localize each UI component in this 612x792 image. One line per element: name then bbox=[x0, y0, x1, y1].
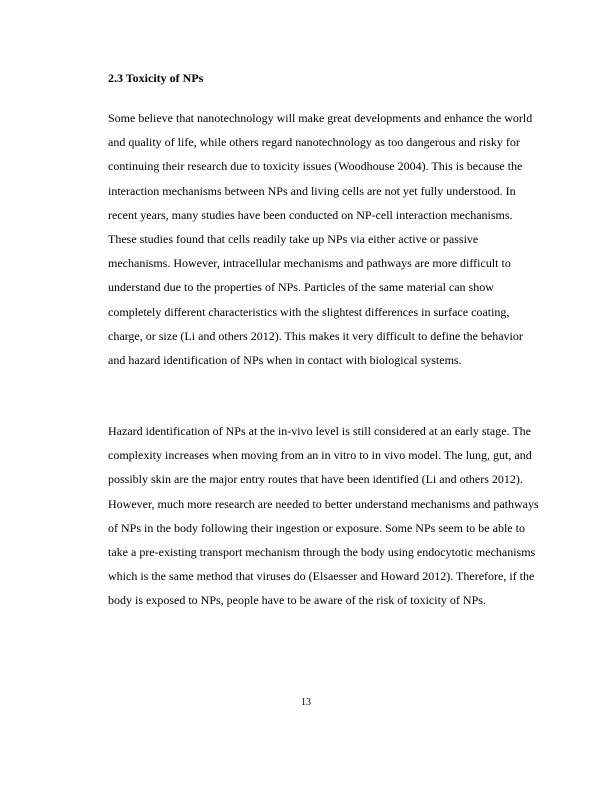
paragraph-2 bbox=[108, 424, 539, 618]
paragraph-line: interaction mechanisms between NPs and living cells are not yet fully understood. In bbox=[108, 183, 516, 198]
paragraph-line: recent years, many studies have been conducted on NP-cell interaction mechanisms. bbox=[108, 207, 513, 222]
paragraph-line: take a pre-existing transport mechanism through the body using endocytotic mechanisms bbox=[108, 544, 536, 559]
paragraph-line: and hazard identification of NPs when in contact with biological systems. bbox=[108, 352, 462, 367]
paragraph-line: continuing their research due to toxicity issues (Woodhouse 2004). This is because the bbox=[108, 159, 523, 174]
paragraph-line: charge, or size (Li and others 2012). This makes it very difficult to define the behavior bbox=[108, 328, 523, 343]
paragraph-line: Some believe that nanotechnology will make great developments and enhance the world bbox=[108, 111, 533, 125]
paragraph-line: mechanisms. However, intracellular mechanisms and pathways are more difficult to bbox=[108, 256, 511, 271]
paragraph-line: complexity increases when moving from an in vitro to in vivo model. The lung, gut, and bbox=[108, 448, 532, 463]
paragraph-line: which is the same method that viruses do (Elsaesser and Howard 2012). Therefore, if the bbox=[108, 569, 535, 584]
page-number: 13 bbox=[301, 697, 311, 708]
paragraph-line: completely different characteristics with the slightest differences in surface coating, bbox=[108, 304, 510, 319]
paragraph-line: and quality of life, while others regard nanotechnology as too dangerous and risky for bbox=[108, 135, 520, 150]
paragraph-1 bbox=[108, 111, 532, 377]
paragraph-line: understand due to the properties of NPs. Particles of the same material can show bbox=[108, 280, 494, 295]
section-heading: 2.3 Toxicity of NPs bbox=[108, 71, 204, 85]
paragraph-line: of NPs in the body following their ingestion or exposure. Some NPs seem to be able to bbox=[108, 520, 525, 535]
paragraph-line: possibly skin are the major entry routes that have been identified (Li and others 2012). bbox=[108, 472, 523, 487]
paragraph-line: body is exposed to NPs, people have to be aware of the risk of toxicity of NPs. bbox=[108, 593, 486, 608]
paragraph-line: Hazard identification of NPs at the in-vivo level is still considered at an early stage. The bbox=[108, 424, 531, 438]
paragraph-line: However, much more research are needed to better understand mechanisms and pathways bbox=[108, 496, 539, 511]
paragraph-line: These studies found that cells readily take up NPs via either active or passive bbox=[108, 231, 479, 246]
